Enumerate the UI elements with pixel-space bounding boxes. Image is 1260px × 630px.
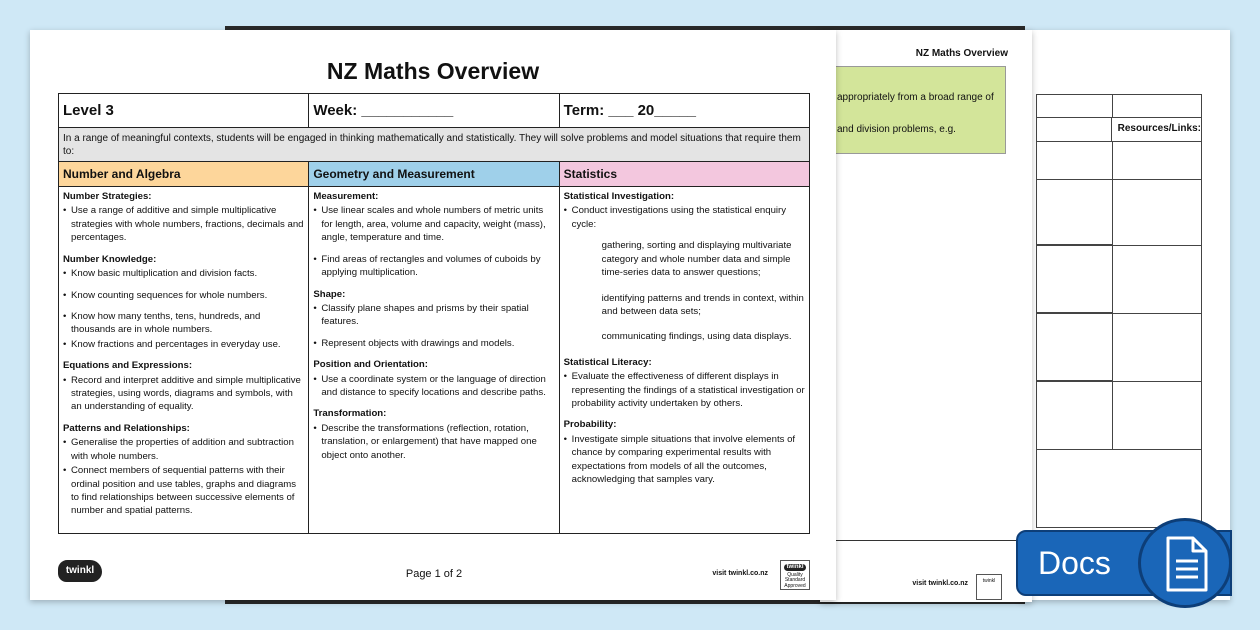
overview-table xyxy=(58,93,810,534)
second-sheet xyxy=(820,30,1032,602)
section-heading: Transformation: xyxy=(313,408,387,420)
second-sheet-badge: twinkl xyxy=(976,574,1002,600)
section-heading: Number Strategies: xyxy=(63,191,152,202)
second-sheet-title: NZ Maths Overview xyxy=(915,48,1008,59)
strand-number-algebra: Number and Algebra xyxy=(59,162,309,186)
section-heading: Shape: xyxy=(313,288,346,300)
bullet-item: • Investigate simple situations that involve elements of chance by comparing experimental results with expectations from models of all the outcomes, acknowledging that samples vary. xyxy=(564,433,805,487)
bullet-item: • Use a coordinate system or the language of direction and distance to specify locations and describe paths. xyxy=(313,373,554,400)
docs-icon-badge[interactable] xyxy=(1138,518,1232,608)
section-heading: Statistical Investigation: xyxy=(563,191,675,202)
week-cell[interactable]: Week: ___________ xyxy=(309,94,559,127)
section-heading: Number Knowledge: xyxy=(63,253,157,265)
strand-geometry-measurement: Geometry and Measurement xyxy=(309,162,559,186)
twinkl-logo: twinkl xyxy=(58,560,102,582)
statistics-column xyxy=(560,187,809,533)
bullet-item: • Connect members of sequential patterns with their ordinal position and use tables, graphs and diagrams to find relationships between successive elements of number and spatial patterns. xyxy=(63,464,304,518)
bullet-item: • Know counting sequences for whole numbers. xyxy=(63,289,304,302)
page-title: NZ Maths Overview xyxy=(326,58,540,84)
bullet-item: • Find areas of rectangles and volumes of cuboids by applying multiplication. xyxy=(313,253,554,280)
green-box-line-1: appropriately from a broad range of xyxy=(837,92,994,103)
bullet-item: • Describe the transformations (reflection, rotation, translation, or enlargement) that have mapped one object onto another. xyxy=(313,422,554,462)
bullet-item: • Generalise the properties of addition and subtraction with whole numbers. xyxy=(63,436,304,463)
strand-row xyxy=(59,162,809,187)
main-sheet xyxy=(30,30,836,600)
second-sheet-visit-link[interactable]: visit twinkl.co.nz xyxy=(912,580,968,587)
section-heading: Probability: xyxy=(563,419,617,431)
intro-text: In a range of meaningful contexts, students will be engaged in thinking mathematically and statistically. They will solve problems and model situations that require them to: xyxy=(59,128,809,162)
second-sheet-green-box xyxy=(820,66,1006,154)
bullet-item: • Represent objects with drawings and models. xyxy=(313,337,554,350)
bullet-item: • Know how many tenths, tens, hundreds, and thousands are in whole numbers. xyxy=(63,310,304,337)
green-box-line-2: and division problems, e.g. xyxy=(837,124,956,135)
geometry-measurement-column xyxy=(309,187,559,533)
header-row xyxy=(59,94,809,128)
bullet-item: • Use a range of additive and simple multiplicative strategies with whole numbers, fractions, decimals and percentages. xyxy=(63,204,304,244)
sub-item: gathering, sorting and displaying multivariate category and whole number data and simple time-series data to answer questions; xyxy=(601,240,792,279)
bullet-item: • Conduct investigations using the statistical enquiry cycle: xyxy=(564,204,805,231)
section-heading: Equations and Expressions: xyxy=(63,360,193,372)
bullet-item: • Classify plane shapes and prisms by their spatial features. xyxy=(313,302,554,329)
document-icon xyxy=(1165,535,1209,593)
resources-links-header: Resources/Links: xyxy=(1117,123,1201,134)
strand-statistics: Statistics xyxy=(560,162,809,186)
bullet-item: • Know basic multiplication and division facts. xyxy=(63,267,304,280)
level-cell: Level 3 xyxy=(59,94,309,127)
section-heading: Patterns and Relationships: xyxy=(63,422,190,434)
third-sheet-table xyxy=(1036,94,1202,528)
third-sheet xyxy=(1020,30,1230,600)
second-sheet-divider xyxy=(820,540,1032,541)
sub-item: communicating findings, using data displays. xyxy=(601,331,792,343)
bullet-item: • Use linear scales and whole numbers of metric units for length, area, volume and capacity, weight (mass), angle, temperature and time. xyxy=(313,204,554,244)
number-algebra-column xyxy=(59,187,309,533)
docs-label: Docs xyxy=(1038,545,1111,581)
section-heading: Measurement: xyxy=(313,191,379,202)
section-heading: Statistical Literacy: xyxy=(563,356,652,368)
section-heading: Position and Orientation: xyxy=(313,359,428,371)
bullet-item: • Know fractions and percentages in everyday use. xyxy=(63,338,304,351)
visit-link[interactable]: visit twinkl.co.nz xyxy=(712,570,768,577)
bullet-item: • Record and interpret additive and simple multiplicative strategies, using words, diagrams and symbols, with an understanding of equality. xyxy=(63,374,304,414)
term-cell[interactable]: Term: ___ 20_____ xyxy=(563,102,696,119)
quality-badge: twinkl Quality Standard Approved xyxy=(780,560,810,590)
page-number: Page 1 of 2 xyxy=(405,568,463,580)
bullet-item: • Evaluate the effectiveness of different displays in representing the findings of a statistical investigation or probability activity undertaken by others. xyxy=(564,370,805,410)
sub-item: identifying patterns and trends in context, within and between data sets; xyxy=(601,292,804,317)
